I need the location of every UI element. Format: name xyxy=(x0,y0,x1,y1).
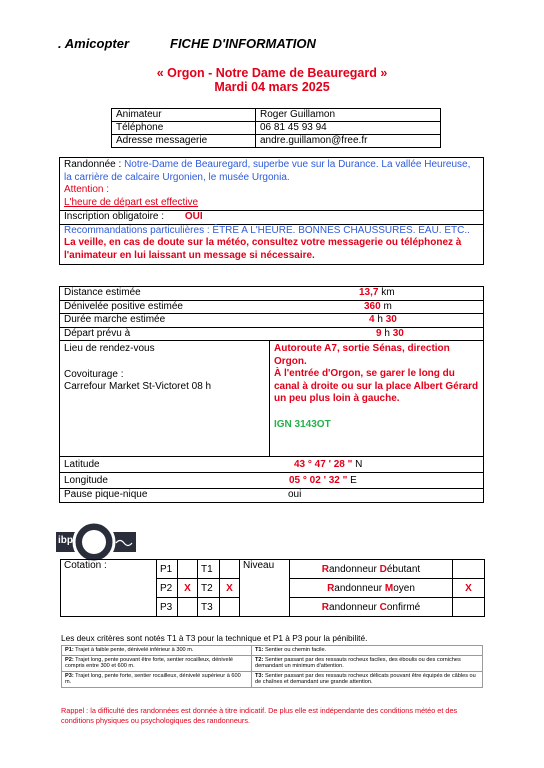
covoit-place: Carrefour Market St-Victoret 08 h xyxy=(64,381,212,392)
level-confirme xyxy=(290,598,453,617)
t-mark: X xyxy=(220,579,240,598)
details-block xyxy=(59,286,484,503)
criteria-row xyxy=(62,655,483,671)
logo-text: ibp xyxy=(58,535,73,546)
t-criteria xyxy=(252,655,483,671)
picnic-label: Pause pique-nique xyxy=(64,489,148,500)
latitude-value: 43 ° 47 ' 28 " xyxy=(294,459,353,470)
departure-row xyxy=(60,328,483,342)
level-mark-cell xyxy=(453,560,485,579)
contact-row xyxy=(112,135,441,148)
latitude-dir: N xyxy=(352,459,363,470)
hike-title: « Orgon - Notre Dame de Beauregard » xyxy=(156,66,388,80)
criteria-intro: Les deux critères sont notés T1 à T3 pour la technique et P1 à P3 pour la pénibilité. xyxy=(61,633,368,643)
contact-label: Animateur xyxy=(112,109,256,122)
duration-row xyxy=(60,314,483,328)
elevation-unit: m xyxy=(380,300,392,312)
ign-map: IGN 3143OT xyxy=(274,418,331,430)
contact-value: Roger Guillamon xyxy=(256,109,441,122)
contact-label: Téléphone xyxy=(112,122,256,135)
level-debutant xyxy=(290,560,453,579)
description-text: Notre-Dame de Beauregard, superbe vue sur la Durance. La vallée Heureuse, la carrière de calcaire Urgonien, le musée Urgonia. xyxy=(64,159,471,183)
level-moyen xyxy=(290,579,453,598)
contact-table xyxy=(111,108,441,148)
p-level: P2 xyxy=(157,579,178,598)
niveau-label: Niveau xyxy=(240,560,290,617)
level-text: andonneur xyxy=(329,601,380,613)
distance-unit: km xyxy=(378,287,395,298)
p-mark-cell xyxy=(178,598,198,617)
departure-sep: h xyxy=(381,327,393,339)
description-row xyxy=(60,158,483,211)
recommendations-text: Recommandations particulières : ÊTRE A L'HEURE. BONNES CHAUSSURES. EAU. ETC.. xyxy=(64,224,470,236)
elevation-label: Dénivelée positive estimée xyxy=(64,300,183,312)
cotation-row xyxy=(61,560,485,579)
distance-value: 13,7 xyxy=(359,287,379,298)
level-text: oyen xyxy=(393,582,415,594)
duration-hours: 4 xyxy=(369,314,375,325)
meeting-left xyxy=(60,341,270,456)
weather-warning: La veille, en cas de doute sur la météo, consultez votre messagerie ou téléphonez à l'animateur en lui laissant un message si nécessaire. xyxy=(64,237,462,261)
hike-date: Mardi 04 mars 2025 xyxy=(214,80,330,94)
description-label: Randonnée : xyxy=(64,159,125,170)
criteria-row xyxy=(62,646,483,656)
attention-text: L'heure de départ est effective xyxy=(64,196,199,208)
latitude-label: Latitude xyxy=(64,459,100,470)
level-key: M xyxy=(384,582,394,594)
contact-value: 06 81 45 93 94 xyxy=(256,122,441,135)
footer-note: Rappel : la difficulté des randonnées est donnée à titre indicatif. De plus elle est indépendante des conditions météo et des conditions physiques ou psychologiques des randonneurs. xyxy=(61,706,458,725)
t-criteria xyxy=(252,671,483,687)
meeting-text: Autoroute A7, sortie Sénas, direction Orgon. xyxy=(274,343,450,367)
elevation-row xyxy=(60,301,483,315)
form-title: FICHE D'INFORMATION xyxy=(170,36,316,51)
picnic-value: oui xyxy=(288,489,302,500)
p-criteria xyxy=(62,655,252,671)
inscription-row xyxy=(60,211,483,225)
t-criteria xyxy=(252,646,483,656)
criteria-row xyxy=(62,671,483,687)
contact-row xyxy=(112,109,441,122)
criteria-text: Sentier passant par des ressauts rocheux délicats pouvant être équipés de câbles ou de chaînes et demandant une grande attention. xyxy=(255,672,476,686)
level-initial: R xyxy=(321,601,330,613)
criteria-key: P1: xyxy=(65,647,74,653)
picnic-row xyxy=(60,489,483,502)
criteria-table xyxy=(61,645,483,688)
meeting-label: Lieu de rendez-vous xyxy=(64,343,155,354)
meeting-text-2: À l'entrée d'Orgon, se garer le long du canal à droite ou sur la place Albert Gérard un peu plus loin à gauche. xyxy=(274,368,479,404)
criteria-text: Trajet long, pente forte, sentier rocailleux, dénivelé supérieur à 600 m. xyxy=(65,672,241,686)
p-criteria xyxy=(62,646,252,656)
level-mark-cell xyxy=(453,598,485,617)
contact-value[interactable]: andre.guillamon@free.fr xyxy=(256,135,441,148)
level-key: C xyxy=(379,601,387,613)
criteria-text: Sentier ou chemin facile. xyxy=(263,647,327,653)
meeting-row xyxy=(60,341,483,457)
p-level: P3 xyxy=(157,598,178,617)
distance-row xyxy=(60,287,483,301)
cotation-table xyxy=(60,559,485,617)
p-level: P1 xyxy=(157,560,178,579)
latitude-row xyxy=(60,457,483,473)
longitude-dir: E xyxy=(347,475,357,486)
departure-hours: 9 xyxy=(376,327,382,339)
p-mark-cell xyxy=(178,560,198,579)
p-mark: X xyxy=(178,579,198,598)
elevation-value: 360 xyxy=(364,300,381,312)
duration-label: Durée marche estimée xyxy=(64,314,166,325)
level-text: onfirmé xyxy=(386,601,421,613)
contact-row xyxy=(112,122,441,135)
level-key: D xyxy=(379,563,387,575)
contact-label: Adresse messagerie xyxy=(112,135,256,148)
t-level: T3 xyxy=(198,598,220,617)
level-text: andonneur xyxy=(329,563,380,575)
longitude-row xyxy=(60,473,483,489)
criteria-key: P2: xyxy=(65,656,74,663)
criteria-key: T2: xyxy=(255,656,264,663)
duration-minutes: 30 xyxy=(385,314,397,325)
duration-sep: h xyxy=(374,314,386,325)
covoit-label: Covoiturage : xyxy=(64,368,124,380)
criteria-key: T3: xyxy=(255,672,264,679)
inscription-label: Inscription obligatoire : xyxy=(64,211,165,222)
org-name: . Amicopter xyxy=(58,36,130,51)
level-text: ébutant xyxy=(386,563,421,575)
description-block xyxy=(59,157,484,265)
cotation-label: Cotation : xyxy=(61,560,157,617)
level-text: andonneur xyxy=(334,582,385,594)
recommendations-row xyxy=(60,225,483,265)
departure-label: Départ prévu à xyxy=(64,327,131,339)
distance-label: Distance estimée xyxy=(64,287,141,298)
departure-minutes: 30 xyxy=(392,327,404,339)
level-mark: X xyxy=(453,579,485,598)
t-mark-cell xyxy=(220,598,240,617)
t-mark-cell xyxy=(220,560,240,579)
level-initial: R xyxy=(327,582,335,594)
t-level: T1 xyxy=(198,560,220,579)
criteria-key: P3: xyxy=(65,672,74,679)
attention-label: Attention : xyxy=(64,184,110,195)
inscription-value: OUI xyxy=(184,211,203,222)
meeting-right xyxy=(270,341,483,456)
criteria-text: Trajet à faible pente, dénivelé inférieur à 300 m. xyxy=(73,647,194,653)
p-criteria xyxy=(62,671,252,687)
level-initial: R xyxy=(321,563,329,575)
criteria-text: Sentier passant par des ressauts rocheux faciles, des éboulis ou des corniches demandant un minimum d'attention. xyxy=(255,656,461,670)
longitude-label: Longitude xyxy=(64,475,108,486)
criteria-text: Trajet long, pente pouvant être forte, sentier rocailleux, dénivelé compris entre 300 et 600 m. xyxy=(65,656,233,670)
longitude-value: 05 ° 02 ' 32 " xyxy=(289,475,348,486)
criteria-key: T1: xyxy=(255,647,264,653)
t-level: T2 xyxy=(198,579,220,598)
